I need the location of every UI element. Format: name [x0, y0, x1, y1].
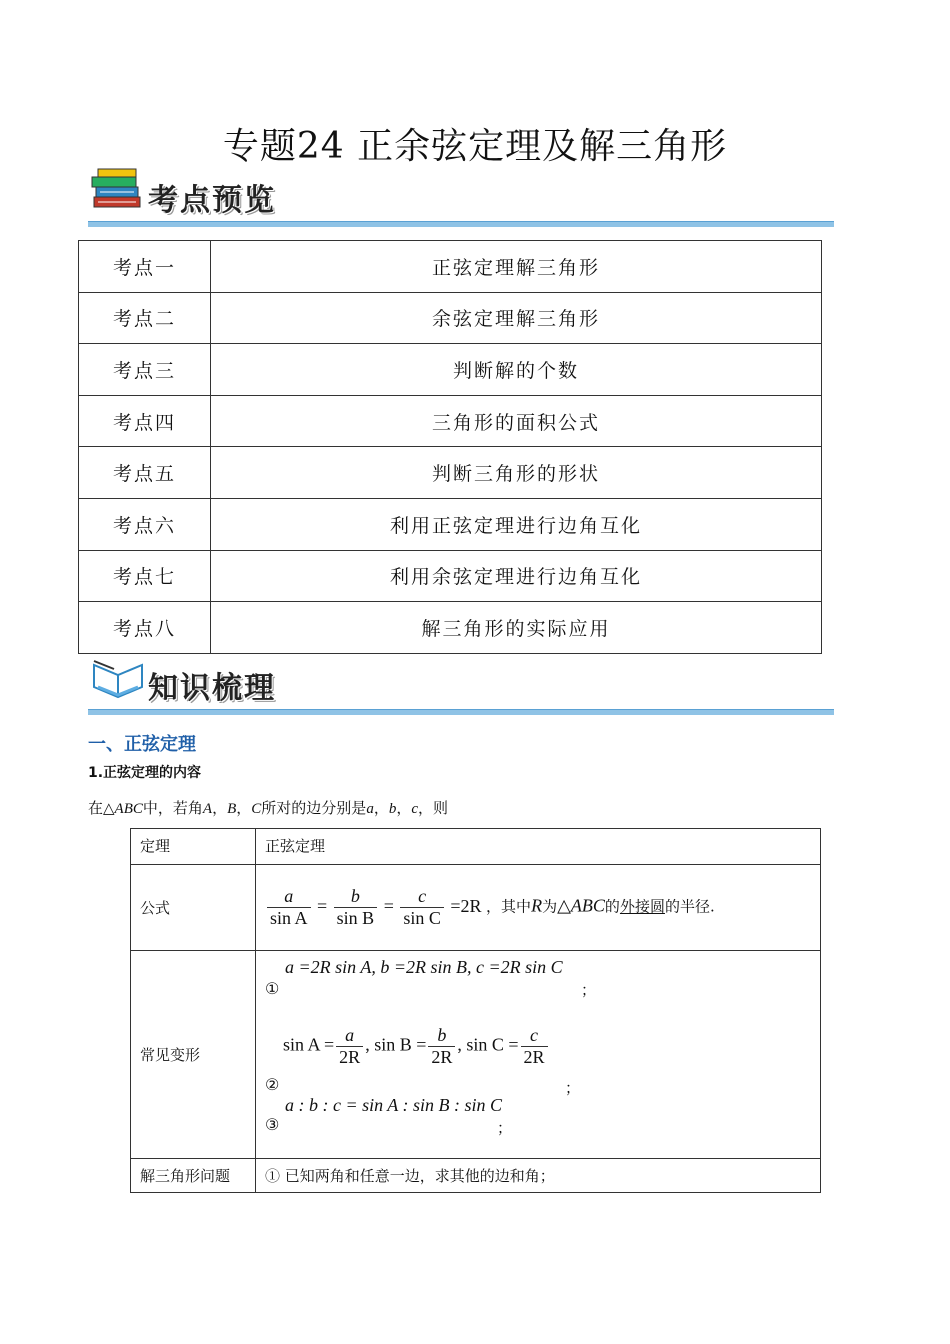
table-row [79, 602, 822, 654]
variant-semicolon: ； [581, 981, 597, 999]
denominator: 2R [523, 1047, 545, 1067]
numerator: b [334, 886, 378, 908]
points-table [78, 240, 822, 654]
point-key: 考点四 [79, 395, 211, 447]
point-key: 考点一 [79, 241, 211, 293]
intro-var: ABC [114, 801, 143, 817]
point-key: 考点五 [79, 447, 211, 499]
fraction [267, 886, 311, 929]
formula-cell [256, 865, 821, 951]
intro-part: 所对的边分别是 [261, 799, 367, 817]
variant-number: ① [265, 979, 280, 998]
point-key: 考点八 [79, 602, 211, 654]
formula-var-r: R [531, 895, 543, 916]
fraction [428, 1025, 455, 1068]
point-value: 判断三角形的形状 [211, 447, 822, 499]
intro-part: ， [236, 799, 252, 817]
point-key: 考点三 [79, 344, 211, 396]
intro-part: 在△ [88, 799, 115, 817]
intro-part: 中，若角 [142, 799, 203, 817]
intro-var: b [388, 801, 397, 817]
numerator: a [267, 886, 311, 908]
variant-formula [283, 1025, 550, 1068]
formula-text: 的 [604, 897, 620, 916]
variant-number: ③ [265, 1115, 280, 1134]
books-icon [88, 167, 146, 213]
intro-var: a [366, 801, 374, 817]
cell-value: 正弦定理 [256, 829, 821, 865]
subsection-heading: 1.正弦定理的内容 [88, 765, 202, 781]
fraction [521, 1025, 548, 1068]
point-key: 考点六 [79, 498, 211, 550]
banner-preview-label: 考点预览 [148, 183, 276, 218]
denominator: sin A [270, 908, 308, 928]
table-row [131, 829, 821, 865]
variant-formula: a : b : c = sin A : sin B : sin C [285, 1095, 502, 1115]
book-icon [90, 657, 146, 701]
equals-sign: = [383, 895, 394, 916]
table-row [79, 395, 822, 447]
denominator: 2R [339, 1047, 361, 1067]
equals-sign: = [317, 895, 328, 916]
formula-text: , sin C = [457, 1034, 519, 1055]
table-row [79, 550, 822, 602]
point-value: 利用余弦定理进行边角互化 [211, 550, 822, 602]
cell-key: 解三角形问题 [131, 1159, 256, 1193]
cell-key: 定理 [131, 829, 256, 865]
point-value: 三角形的面积公式 [211, 395, 822, 447]
intro-var: C [251, 801, 262, 817]
sine-law-table [130, 828, 821, 1193]
fraction [400, 886, 444, 929]
sine-law-formula [265, 886, 486, 928]
banner-knowledge-label: 知识梳理 [148, 671, 276, 706]
table-row [79, 344, 822, 396]
section-heading: 一、正弦定理 [88, 734, 196, 755]
formula-triangle: △ABC [557, 895, 605, 916]
intro-part: ， [373, 799, 389, 817]
variant-1 [265, 957, 811, 1011]
page-title: 专题24 正余弦定理及解三角形 [222, 126, 728, 167]
fraction [334, 886, 378, 929]
variant-2 [265, 1011, 811, 1097]
point-key: 考点二 [79, 292, 211, 344]
point-value: 正弦定理解三角形 [211, 241, 822, 293]
point-value: 利用正弦定理进行边角互化 [211, 498, 822, 550]
intro-part: ，则 [418, 799, 449, 817]
variant-semicolon: ； [565, 1079, 581, 1097]
variant-number: ② [265, 1075, 280, 1094]
formula-text: , sin B = [365, 1034, 427, 1055]
banner-knowledge-bar [88, 709, 834, 715]
cell-key: 公式 [131, 865, 256, 951]
point-value: 余弦定理解三角形 [211, 292, 822, 344]
variant-formula: a =2R sin A, b =2R sin B, c =2R sin C [285, 957, 563, 977]
formula-text: 的半径. [664, 897, 715, 916]
denominator: 2R [431, 1047, 453, 1067]
denominator: sin C [403, 908, 441, 928]
banner-knowledge [88, 655, 834, 715]
variants-cell [256, 951, 821, 1159]
formula-text: sin A = [283, 1034, 335, 1055]
numerator: a [336, 1025, 363, 1047]
banner-preview [88, 167, 834, 227]
point-key: 考点七 [79, 550, 211, 602]
formula-comma: ， [486, 897, 502, 916]
point-value: 判断解的个数 [211, 344, 822, 396]
point-value: 解三角形的实际应用 [211, 602, 822, 654]
table-row [131, 951, 821, 1159]
formula-text: 其中 [501, 897, 532, 916]
intro-var: B [227, 801, 237, 817]
formula-text: 为 [542, 897, 558, 916]
table-row [79, 498, 822, 550]
table-row [131, 1159, 821, 1193]
fraction [336, 1025, 363, 1068]
numerator: b [428, 1025, 455, 1047]
numerator: c [521, 1025, 548, 1047]
cell-key: 常见变形 [131, 951, 256, 1159]
variant-semicolon: ； [497, 1119, 513, 1137]
table-row [131, 865, 821, 951]
cell-value: ① 已知两角和任意一边，求其他的边和角； [256, 1159, 821, 1193]
variant-3 [265, 1097, 811, 1151]
intro-part: ， [212, 799, 228, 817]
circumcircle-term: 外接圆 [619, 897, 665, 916]
table-row [79, 447, 822, 499]
intro-var: A [202, 801, 213, 817]
table-row [79, 241, 822, 293]
table-row [79, 292, 822, 344]
denominator: sin B [336, 908, 375, 928]
banner-preview-bar [88, 221, 834, 227]
intro-var: c [411, 801, 419, 817]
intro-part: ， [396, 799, 412, 817]
intro-text [88, 797, 448, 818]
numerator: c [400, 886, 444, 908]
equals-2r: =2R [450, 895, 482, 916]
